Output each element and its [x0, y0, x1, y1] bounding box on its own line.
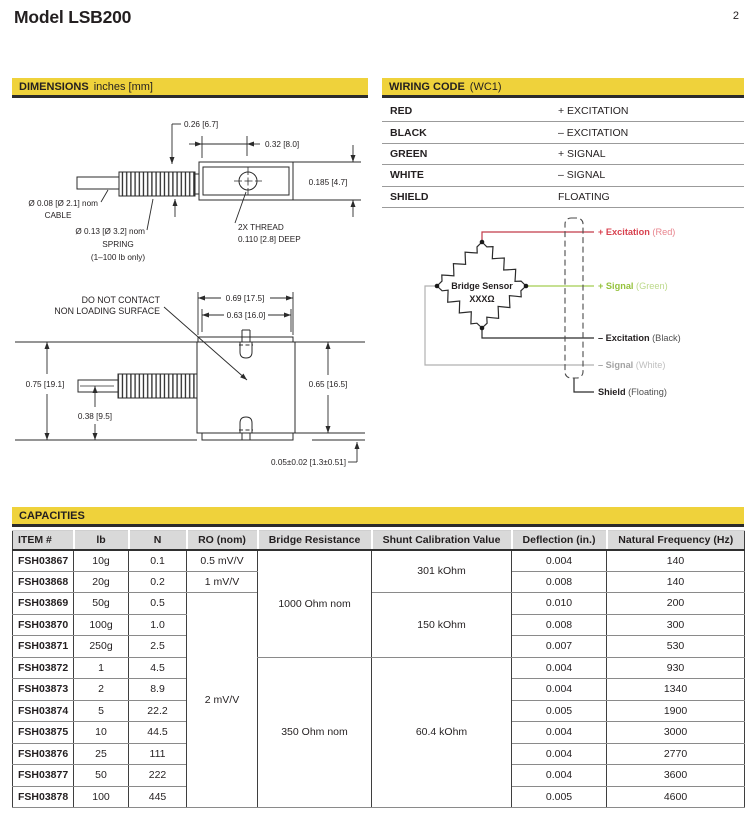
- table-cell: 10: [74, 722, 129, 744]
- table-cell: 0.004: [512, 765, 607, 787]
- wiring-row: [382, 144, 744, 165]
- table-cell: 1340: [607, 679, 745, 701]
- table-cell: 3600: [607, 765, 745, 787]
- wire-color-label: GREEN: [390, 147, 428, 160]
- table-cell: 0.007: [512, 636, 607, 658]
- table-cell: 140: [607, 550, 745, 572]
- bridge-resistance-label: XXXΩ: [469, 294, 495, 304]
- table-cell: FSH03870: [13, 614, 74, 636]
- table-cell: 250g: [74, 636, 129, 658]
- body-shape: [197, 342, 295, 433]
- table-cell: 2: [74, 679, 129, 701]
- table-cell: 10g: [74, 550, 129, 572]
- table-cell: 1: [74, 657, 129, 679]
- wiring-code-section-header: [382, 78, 744, 98]
- lead-label: + Excitation (Red): [598, 227, 676, 237]
- dimensions-header-label: DIMENSIONS: [19, 80, 89, 93]
- table-cell: 60.4 kOhm: [372, 657, 512, 808]
- table-cell: 0.008: [512, 614, 607, 636]
- negative-excitation-wire: [482, 328, 594, 338]
- table-cell: FSH03877: [13, 765, 74, 787]
- table-cell: 2.5: [129, 636, 187, 658]
- table-cell: 350 Ohm nom: [258, 657, 372, 808]
- column-header: RO (nom): [187, 531, 258, 550]
- table-cell: 1.0: [129, 614, 187, 636]
- capacities-table: [12, 530, 745, 808]
- dim-label: 0.65 [16.5]: [308, 380, 348, 389]
- table-cell: FSH03867: [13, 550, 74, 572]
- table-cell: 1 mV/V: [187, 571, 258, 593]
- table-cell: FSH03878: [13, 786, 74, 808]
- spring-collar-shape: [195, 174, 199, 194]
- wiring-header-label: WIRING CODE: [389, 80, 465, 93]
- do-not-contact-note: NON LOADING SURFACE: [54, 306, 160, 316]
- side-view-technical-drawing: [12, 100, 368, 278]
- capacities-header-row: [13, 531, 745, 550]
- table-cell: 100: [74, 786, 129, 808]
- table-cell: 4600: [607, 786, 745, 808]
- dim-label: 0.63 [16.0]: [226, 311, 266, 320]
- wire-function-label: – SIGNAL: [558, 169, 606, 182]
- cable-shape: [77, 177, 119, 189]
- spring-shape: [118, 374, 197, 398]
- table-row: [13, 550, 745, 572]
- table-cell: 0.004: [512, 657, 607, 679]
- cable-sheath-outline: [565, 218, 583, 378]
- table-cell: 22.2: [129, 700, 187, 722]
- table-cell: 530: [607, 636, 745, 658]
- lead-label: Shield (Floating): [598, 387, 667, 397]
- table-cell: 140: [607, 571, 745, 593]
- table-row: [13, 657, 745, 679]
- thread-callout: 0.110 [2.8] DEEP: [238, 235, 301, 244]
- bottom-plate-shape: [202, 433, 293, 440]
- table-cell: 50: [74, 765, 129, 787]
- table-cell: 20g: [74, 571, 129, 593]
- table-cell: 0.008: [512, 571, 607, 593]
- dimensions-section-header: [12, 78, 368, 98]
- page-number: 2: [732, 10, 739, 22]
- bridge-sensor-wiring-diagram: [382, 212, 744, 442]
- bridge-sensor-label: Bridge Sensor: [451, 281, 513, 291]
- table-cell: 1000 Ohm nom: [258, 550, 372, 658]
- wiring-row: [382, 187, 744, 208]
- table-cell: FSH03875: [13, 722, 74, 744]
- top-plate-shape: [198, 337, 293, 342]
- document-title: Model LSB200: [14, 7, 132, 27]
- column-header: ITEM #: [13, 531, 74, 550]
- wiring-row: [382, 122, 744, 143]
- table-cell: 0.005: [512, 786, 607, 808]
- dim-label: 0.75 [19.1]: [25, 380, 65, 389]
- wire-color-label: WHITE: [390, 169, 424, 182]
- wiring-header-code: (WC1): [469, 80, 502, 93]
- table-cell: FSH03876: [13, 743, 74, 765]
- column-header: Bridge Resistance: [258, 531, 372, 550]
- wiring-code-table: [382, 101, 744, 208]
- wire-color-label: BLACK: [390, 126, 427, 139]
- table-cell: 1900: [607, 700, 745, 722]
- spring-callout: (1–100 lb only): [90, 253, 146, 262]
- table-cell: 222: [129, 765, 187, 787]
- table-cell: 111: [129, 743, 187, 765]
- table-cell: 2770: [607, 743, 745, 765]
- table-cell: 0.5 mV/V: [187, 550, 258, 572]
- spring-callout: SPRING: [102, 240, 134, 249]
- table-cell: FSH03868: [13, 571, 74, 593]
- table-cell: 0.1: [129, 550, 187, 572]
- table-cell: 3000: [607, 722, 745, 744]
- table-cell: 2 mV/V: [187, 593, 258, 808]
- lead-label: + Signal (Green): [598, 281, 668, 291]
- capacities-section-header: [12, 507, 744, 527]
- table-cell: 301 kOhm: [372, 550, 512, 593]
- table-cell: 100g: [74, 614, 129, 636]
- table-cell: 0.004: [512, 722, 607, 744]
- wire-function-label: – EXCITATION: [558, 126, 629, 139]
- table-cell: 0.005: [512, 700, 607, 722]
- table-cell: 5: [74, 700, 129, 722]
- cable-callout: CABLE: [44, 211, 72, 220]
- dim-label: 0.32 [8.0]: [265, 140, 300, 149]
- table-cell: 0.004: [512, 743, 607, 765]
- table-cell: 4.5: [129, 657, 187, 679]
- lead-label: – Excitation (Black): [598, 333, 681, 343]
- lead-label: – Signal (White): [598, 360, 666, 370]
- lead-labels: [598, 227, 681, 397]
- wire-color-label: RED: [390, 105, 413, 118]
- dim-label: 0.05±0.02 [1.3±0.51]: [271, 458, 346, 467]
- column-header: Shunt Calibration Value: [372, 531, 512, 550]
- shield-wire: [574, 378, 594, 392]
- dim-label: 0.69 [17.5]: [225, 294, 265, 303]
- table-cell: 44.5: [129, 722, 187, 744]
- spring-shape: [119, 172, 195, 196]
- cable-callout: Ø 0.08 [Ø 2.1] nom: [28, 199, 98, 208]
- table-cell: 0.010: [512, 593, 607, 615]
- thread-callout: 2X THREAD: [238, 223, 284, 232]
- column-header: Natural Frequency (Hz): [607, 531, 745, 550]
- wire-function-label: FLOATING: [558, 190, 610, 203]
- spring-callout: Ø 0.13 [Ø 3.2] nom: [75, 227, 145, 236]
- table-cell: 0.2: [129, 571, 187, 593]
- wire-color-label: SHIELD: [390, 190, 429, 203]
- column-header: Deflection (in.): [512, 531, 607, 550]
- do-not-contact-note: DO NOT CONTACT: [81, 295, 160, 305]
- table-cell: 930: [607, 657, 745, 679]
- table-cell: 200: [607, 593, 745, 615]
- positive-excitation-wire: [482, 232, 594, 242]
- table-cell: 8.9: [129, 679, 187, 701]
- dim-label: 0.38 [9.5]: [77, 412, 113, 421]
- table-cell: 0.004: [512, 550, 607, 572]
- front-view-technical-drawing: [12, 278, 368, 483]
- capacities-header-label: CAPACITIES: [19, 509, 85, 522]
- wire-function-label: + SIGNAL: [558, 147, 606, 160]
- table-cell: FSH03871: [13, 636, 74, 658]
- table-cell: FSH03873: [13, 679, 74, 701]
- table-cell: FSH03872: [13, 657, 74, 679]
- table-cell: 150 kOhm: [372, 593, 512, 658]
- dimensions-header-units: inches [mm]: [93, 80, 153, 93]
- table-cell: 0.004: [512, 679, 607, 701]
- table-cell: FSH03874: [13, 700, 74, 722]
- table-cell: FSH03869: [13, 593, 74, 615]
- dim-label: 0.185 [4.7]: [308, 178, 348, 187]
- column-header: N: [129, 531, 187, 550]
- table-cell: 445: [129, 786, 187, 808]
- table-cell: 25: [74, 743, 129, 765]
- wiring-row: [382, 165, 744, 186]
- table-cell: 50g: [74, 593, 129, 615]
- table-cell: 0.5: [129, 593, 187, 615]
- dim-label: 0.26 [6.7]: [184, 120, 219, 129]
- table-cell: 300: [607, 614, 745, 636]
- table-row: [13, 593, 745, 615]
- wiring-row: [382, 101, 744, 122]
- wire-function-label: + EXCITATION: [558, 105, 629, 118]
- column-header: lb: [74, 531, 129, 550]
